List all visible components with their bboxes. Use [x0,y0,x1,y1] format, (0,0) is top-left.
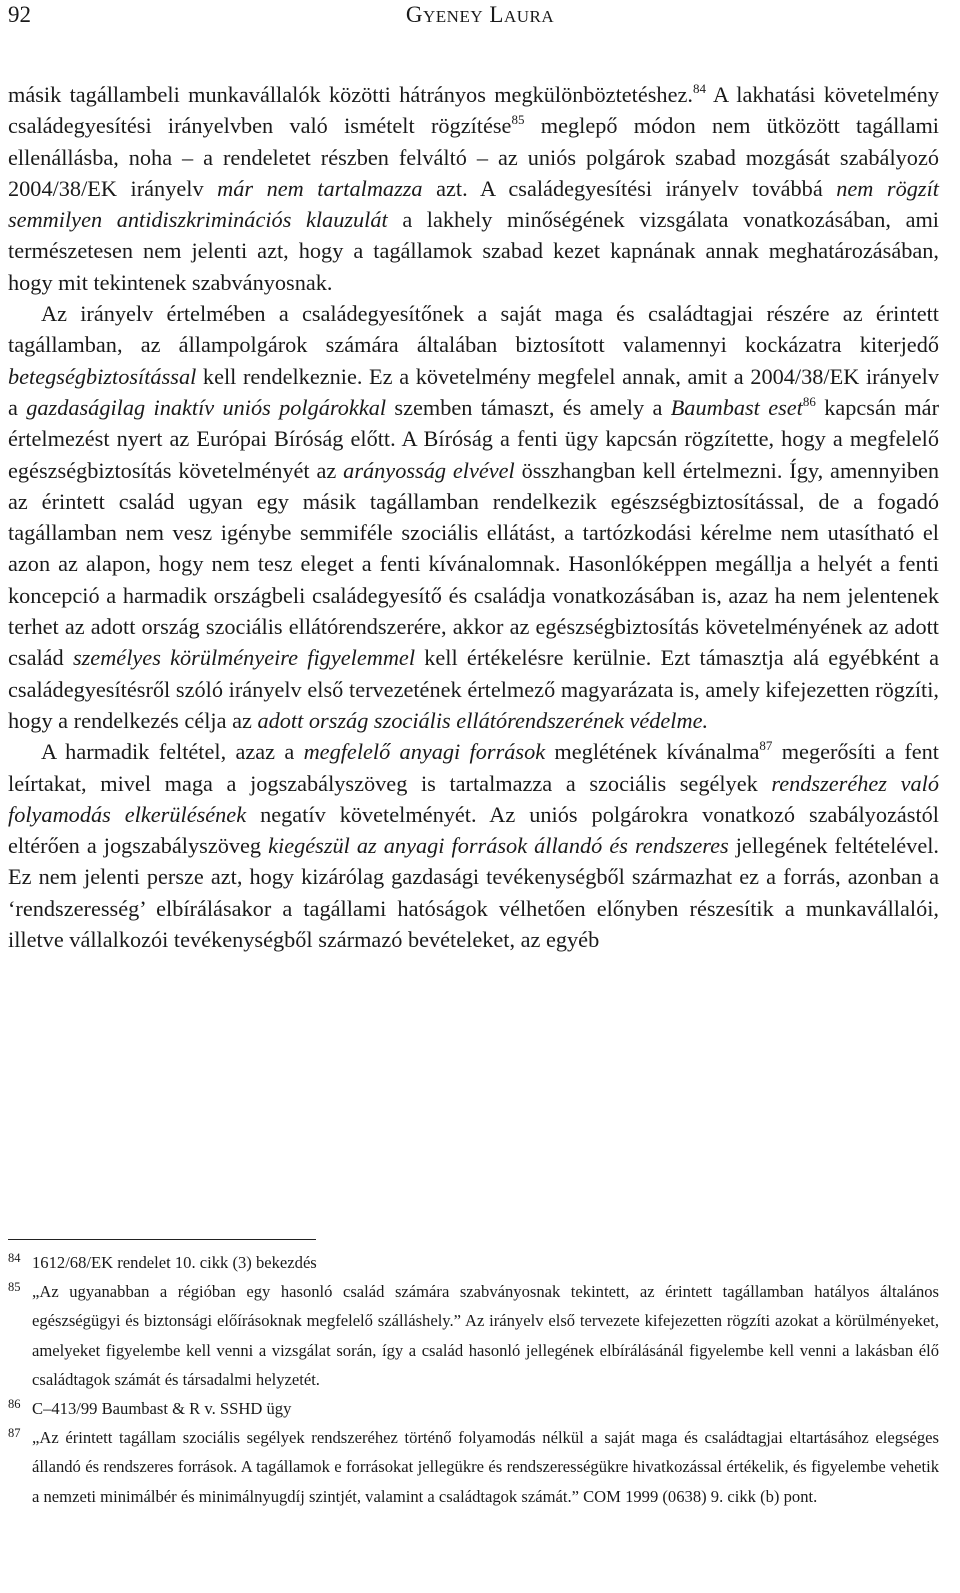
running-head: GYENEY LAURA [405,2,555,27]
footnote-ref-85[interactable]: 85 [511,112,525,128]
page-number: 92 [8,2,31,27]
footnote-ref-84[interactable]: 84 [692,81,706,96]
footnote-ref-87[interactable]: 87 [759,738,773,754]
footnote-87: 87 „Az érintett tagállam szociális segélyek rendszeréhez történő folyamodás nélkül a saját maga és családtagjai eltartásához elegséges állandó és rendszeres források. A tagállamok e forrásokat jellegükre és rendszerességükre hivatkozással értékelik, és figyelembe vehetik a nemzeti minimálbér és minimálnyugdíj szintjét, valamint a családtagok számát.” COM 1999 (0638) 9. cikk (b) pont. [8,1426,939,1506]
paragraph-2: Az irányelv értelmében a családegyesítőnek a saját maga és családtagjai részére az érintett tagállamban, az állampolgárok számára általában biztosított valamennyi kockázatra kiterjedő betegségbiztosítással kell rendelkeznie. Ez a követelmény megfelel annak, amit a 2004/38/EK irányelv a gazdaságilag inaktív uniós polgárokkal szemben támaszt, és amely a Baumbast eset$^{86}$ kapcsán már értelmezést nyert az Európai Bíróság előtt. A Bíróság a fenti ügy kapcsán rögzítette, hogy a megfelelő egészségbiztosítás követelményét az arányosság elvével összhangban kell értelmezni. Így, amennyiben az érintett család ugyan egy másik tagállamban rendelkezik egészségbiztosítással, de a fogadó tagállamban nem vesz igénybe semmiféle szociális ellátást, a tartózkodási kérelme nem utasítható el azon az alapon, hogy nem tesz eleget a fenti kívánalomnak. Hasonlóképpen megállja a helyét a fenti koncepció a harmadik országbeli családegyesítő és családja vonatkozásában is, azaz ha nem jelentenek terhet az adott ország szociális ellátórendszerére, akkor az egészségbiztosítás követelményének az adott család személyes körülményeire figyelemmel kell értékelésre kerülnie. Ezt támasztja alá egyébként a családegyesítésről szóló irányelv első tervezetének értelmező magyarázata is, amely kifejezetten rögzíti, hogy a rendelkezés célja az adott ország szociális ellátórendszerének védelme. [8,301,940,733]
paragraph-1: másik tagállambeli munkavállalók közötti hátrányos megkülönböztetéshez.$^{84}$ A lakhatási követelmény családegyesítési irányelvben való ismételt rögzítése$^{85}$ meglepő módon nem ütközött tagállami ellenállásba, noha – a rendeletet részben felváltó – az uniós polgárok szabad mozgását szabályozó 2004/38/EK irányelv már nem tartalmazza azt. A családegyesítési irányelv továbbá nem rögzít semmilyen antidiszkriminációs klauzulát a lakhely minőségének vizsgálata vonatkozásában, ami természetesen nem jelenti azt, hogy a tagállamok szabad kezet kapnának annak meghatározásában, hogy mit tekintenek szabványosnak. [8,81,940,295]
page-header [8,2,952,32]
footnote-ref-86[interactable]: 86 [802,393,816,409]
footnote-84: 84 1612/68/EK rendelet 10. cikk (3) bekezdés [8,1251,317,1272]
footnote-85: 85 „Az ugyanabban a régióban egy hasonló család számára szabványosnak tekintett, az érintett tagállamban hatályos általános egészségügyi és biztonsági előírásoknak megfelelő szálláshely.” Az irányelv első tervezete kifejezetten rögzíti azokat a körülményeket, amelyeket figyelembe kell venni a vizsgálat során, így a család hasonló jellegének elbírálásánál figyelembe kell venni a lakásban élő családtagok számát és társadalmi helyzetét. [8,1280,939,1389]
paragraph-3: A harmadik feltétel, azaz a megfelelő anyagi források meglétének kívánalma$^{87}$ megerősíti a fent leírtakat, mivel maga a jogszabályszöveg is tartalmazza a szociális segélyek rendszeréhez való folyamodás elkerülésének negatív követelményét. Az uniós polgárokra vonatkozó szabályozástól eltérően a jogszabályszöveg kiegészül az anyagi források állandó és rendszeres jellegének feltételével. Ez nem jelenti persze azt, hogy kizárólag gazdasági tevékenységből származhat ez a forrás, azonban a ‘rendszeresség’ elbírálásakor a tagállami hatóságok vélhetően előnyben részesítik a munkavállalói, illetve vállalkozói tevékenységből származó bevételeket, az egyéb [8,738,940,953]
footnote-divider [8,1239,316,1240]
body-text [8,79,939,955]
footnotes [8,1248,939,1511]
footnote-86: 86 C–413/99 Baumbast & R v. SSHD ügy [8,1397,292,1419]
